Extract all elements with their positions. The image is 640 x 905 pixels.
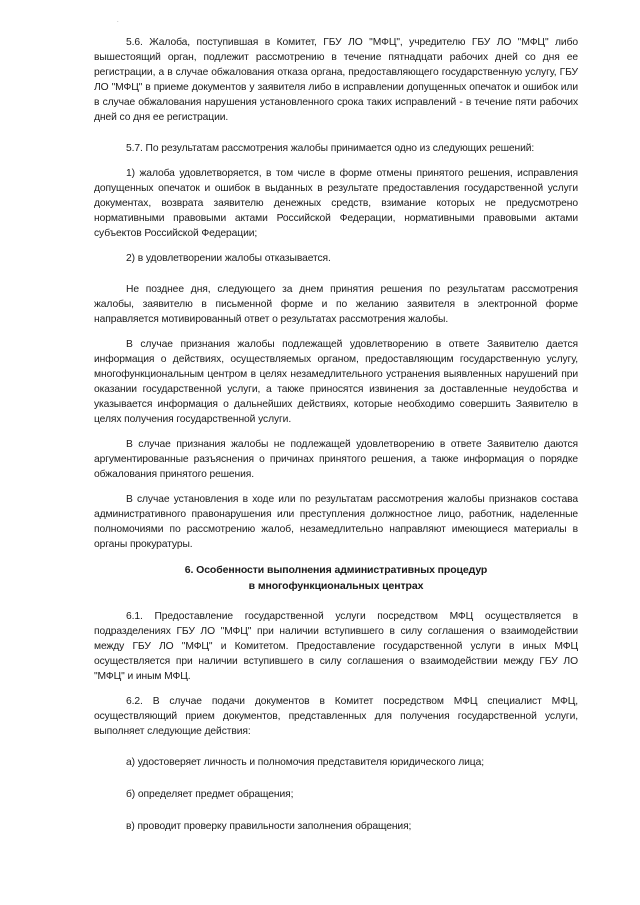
list-item-v: в) проводит проверку правильности заполнения обращения; <box>126 821 412 832</box>
list-item-b: б) определяет предмет обращения; <box>126 789 294 800</box>
paragraph-6-1: 6.1. Предоставление государственной услуги посредством МФЦ осуществляется в подразделениях ГБУ ЛО "МФЦ" при наличии вступившего в силу соглашения о взаимодействии между ГБУ ЛО "МФЦ" и Комитетом. Предоставление государственной услуги в иных МФЦ осуществляется при наличии вступившего в силу соглашения о взаимодействии между ГБУ ЛО "МФЦ" и иным МФЦ. <box>94 611 578 682</box>
paragraph-6-2: 6.2. В случае подачи документов в Комитет посредством МФЦ специалист МФЦ, осуществляющий прием документов, представленных для получения государственной услуги, выполняет следующие действия: <box>94 696 578 737</box>
scan-mark: . <box>117 18 119 24</box>
section-6-title-line-2: в многофункциональных центрах <box>248 580 424 592</box>
document-page <box>94 35 578 851</box>
paragraph-rejected: В случае признания жалобы не подлежащей удовлетворению в ответе Заявителю даются аргументированные разъяснения о причинах принятого решения, а также информация о порядке обжалования принятого решения. <box>94 439 578 480</box>
paragraph-5-6: 5.6. Жалоба, поступившая в Комитет, ГБУ ЛО "МФЦ", учредителю ГБУ ЛО "МФЦ" либо вышестоящий орган, подлежит рассмотрению в течение пятнадцати рабочих дней со дня ее регистрации, а в случае обжалования отказа органа, предоставляющего государственную услугу, ГБУ ЛО "МФЦ" в приеме документов у заявителя либо в исправлении допущенных опечаток и ошибок или в случае обжалования нарушения установленного срока таких исправлений - в течение пяти рабочих дней со дня ее регистрации. <box>94 37 578 123</box>
section-6-title <box>94 562 578 594</box>
section-6-title-line-1: 6. Особенности выполнения административных процедур <box>184 564 488 576</box>
paragraph-5-7: 5.7. По результатам рассмотрения жалобы принимается одно из следующих решений: <box>126 143 535 154</box>
paragraph-answer: Не позднее дня, следующего за днем принятия решения по результатам рассмотрения жалобы, заявителю в письменной форме и по желанию заявителя в электронной форме направляется мотивированный ответ о результатах рассмотрения жалобы. <box>94 284 578 325</box>
paragraph-satisfied: В случае признания жалобы подлежащей удовлетворению в ответе Заявителю дается информация о действиях, осуществляемых органом, предоставляющим государственную услугу, многофункциональным центром в целях незамедлительного устранения выявленных нарушений при оказании государственной услуги, а также приносятся извинения за доставленные неудобства и указывается информация о дальнейших действиях, которые необходимо совершить Заявителю в целях получения государственной услуги. <box>94 339 578 425</box>
paragraph-prosecution: В случае установления в ходе или по результатам рассмотрения жалобы признаков состава административного правонарушения или преступления должностное лицо, работник, наделенные полномочиями по рассмотрению жалоб, незамедлительно направляют имеющиеся материалы в органы прокуратуры. <box>94 494 578 550</box>
paragraph-5-7-item-1: 1) жалоба удовлетворяется, в том числе в форме отмены принятого решения, исправления допущенных опечаток и ошибок в выданных в результате предоставления государственной услуги документах, возврата заявителю денежных средств, взимание которых не предусмотрено нормативными правовыми актами Российской Федерации, нормативными правовыми актами субъектов Российской Федерации; <box>94 168 578 239</box>
list-item-a: а) удостоверяет личность и полномочия представителя юридического лица; <box>126 757 484 768</box>
paragraph-5-7-item-2: 2) в удовлетворении жалобы отказывается. <box>126 253 331 264</box>
